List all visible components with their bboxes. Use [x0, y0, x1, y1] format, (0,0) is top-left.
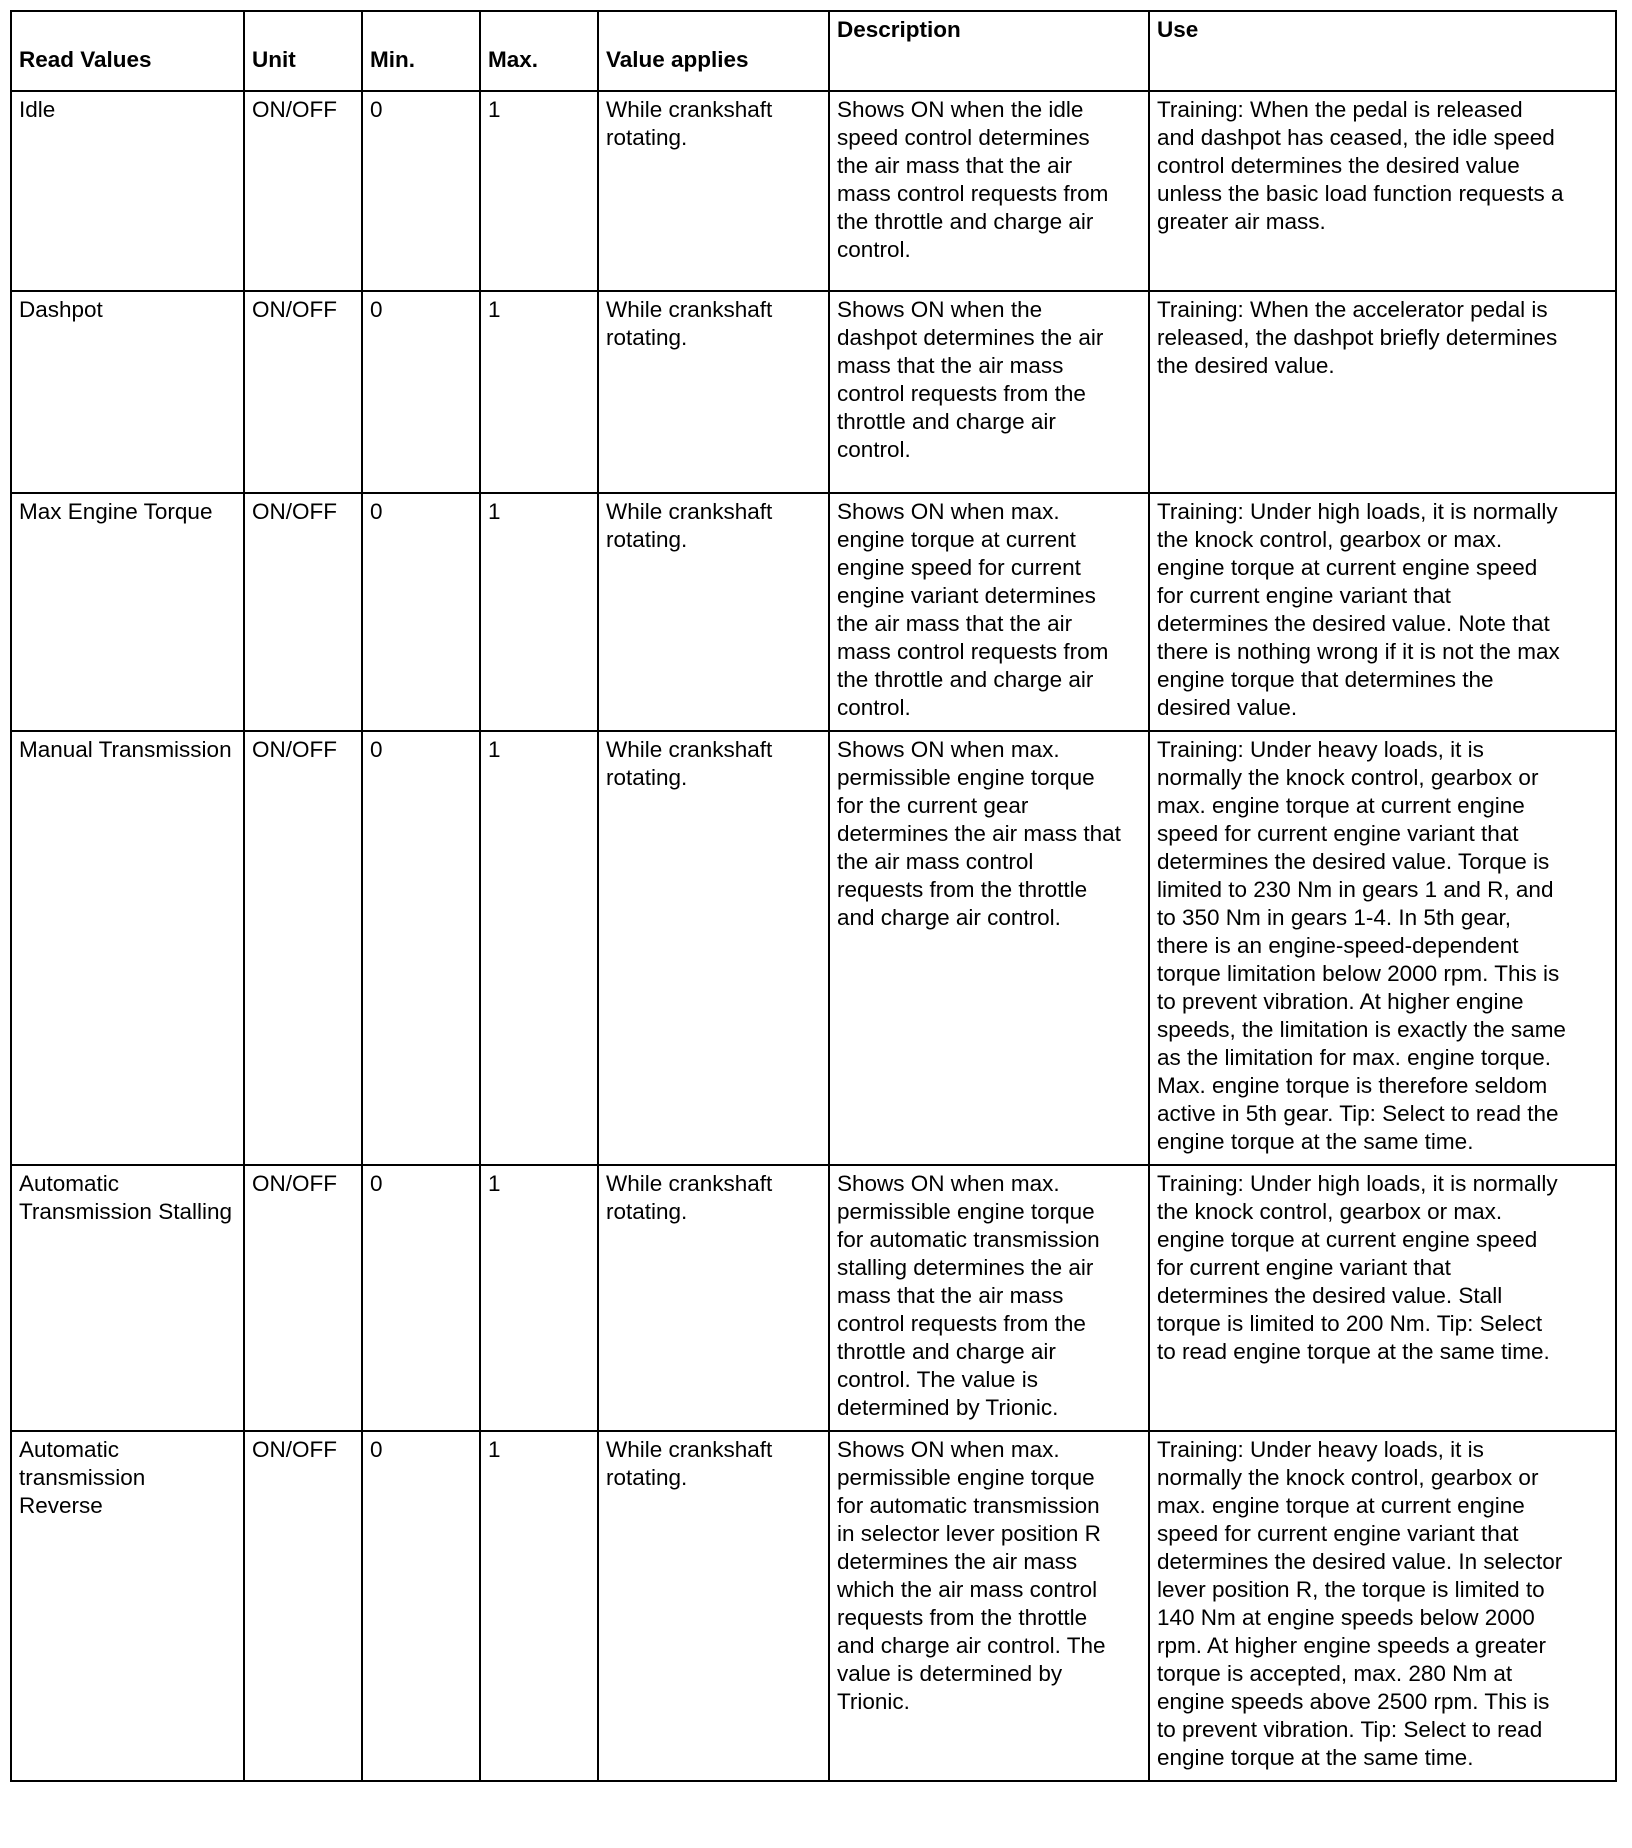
cell-value-applies: While crankshaft rotating.: [598, 493, 829, 731]
cell-max: 1: [480, 731, 598, 1165]
cell-unit: ON/OFF: [244, 731, 362, 1165]
cell-read-value: Automatic transmission Reverse: [11, 1431, 244, 1781]
cell-unit: ON/OFF: [244, 493, 362, 731]
cell-use: Training: Under high loads, it is normally the knock control, gearbox or max. engine torque at current engine speed for current engine variant that determines the desired value. Note that there is nothing wrong if it is not the max engine torque that determines the desired value.: [1149, 493, 1616, 731]
cell-value-applies: While crankshaft rotating.: [598, 1431, 829, 1781]
header-min: [362, 11, 480, 91]
cell-min: 0: [362, 1165, 480, 1431]
cell-use: Training: When the pedal is released and dashpot has ceased, the idle speed control determines the desired value unless the basic load function requests a greater air mass.: [1149, 91, 1616, 291]
cell-description: Shows ON when max. engine torque at current engine speed for current engine variant determines the air mass that the air mass control requests from the throttle and charge air control.: [829, 493, 1149, 731]
cell-max: 1: [480, 1431, 598, 1781]
table-row: [11, 291, 1616, 493]
cell-max: 1: [480, 91, 598, 291]
cell-description: Shows ON when max. permissible engine torque for the current gear determines the air mass that the air mass control requests from the throttle and charge air control.: [829, 731, 1149, 1165]
header-value-applies: [598, 11, 829, 91]
cell-min: 0: [362, 291, 480, 493]
cell-use: Training: When the accelerator pedal is released, the dashpot briefly determines the desired value.: [1149, 291, 1616, 493]
table-body: [11, 91, 1616, 1781]
cell-value-applies: While crankshaft rotating.: [598, 291, 829, 493]
header-use: [1149, 11, 1616, 91]
cell-description: Shows ON when the idle speed control determines the air mass that the air mass control requests from the throttle and charge air control.: [829, 91, 1149, 291]
cell-min: 0: [362, 493, 480, 731]
cell-description: Shows ON when max. permissible engine torque for automatic transmission stalling determines the air mass that the air mass control requests from the throttle and charge air control. The value is determined by Trionic.: [829, 1165, 1149, 1431]
table-row: [11, 1431, 1616, 1781]
table-row: [11, 1165, 1616, 1431]
cell-read-value: Max Engine Torque: [11, 493, 244, 731]
table-header: [11, 11, 1616, 91]
header-min-label: Min.: [370, 47, 415, 72]
cell-max: 1: [480, 291, 598, 493]
cell-min: 0: [362, 91, 480, 291]
cell-value-applies: While crankshaft rotating.: [598, 91, 829, 291]
header-max: [480, 11, 598, 91]
table-row: [11, 493, 1616, 731]
cell-unit: ON/OFF: [244, 1431, 362, 1781]
cell-unit: ON/OFF: [244, 91, 362, 291]
header-unit: [244, 11, 362, 91]
cell-read-value: Idle: [11, 91, 244, 291]
header-description-label: Description: [837, 17, 961, 42]
cell-max: 1: [480, 1165, 598, 1431]
cell-use: Training: Under heavy loads, it is normally the knock control, gearbox or max. engine torque at current engine speed for current engine variant that determines the desired value. Torque is limited to 230 Nm in gears 1 and R, and to 350 Nm in gears 1-4. In 5th gear, there is an engine-speed-dependent torque limitation below 2000 rpm. This is to prevent vibration. At higher engine speeds, the limitation is exactly the same as the limitation for max. engine torque. Max. engine torque is therefore seldom active in 5th gear. Tip: Select to read the engine torque at the same time.: [1149, 731, 1616, 1165]
cell-value-applies: While crankshaft rotating.: [598, 731, 829, 1165]
cell-min: 0: [362, 731, 480, 1165]
cell-max: 1: [480, 493, 598, 731]
table-row: [11, 731, 1616, 1165]
cell-description: Shows ON when max. permissible engine torque for automatic transmission in selector lever position R determines the air mass which the air mass control requests from the throttle and charge air control. The value is determined by Trionic.: [829, 1431, 1149, 1781]
header-read-values: [11, 11, 244, 91]
cell-description: Shows ON when the dashpot determines the air mass that the air mass control requests from the throttle and charge air control.: [829, 291, 1149, 493]
header-unit-label: Unit: [252, 47, 296, 72]
header-description: [829, 11, 1149, 91]
read-values-table: [10, 10, 1617, 1782]
cell-min: 0: [362, 1431, 480, 1781]
cell-read-value: Automatic Transmission Stalling: [11, 1165, 244, 1431]
header-use-label: Use: [1157, 17, 1199, 42]
header-max-label: Max.: [488, 47, 539, 72]
cell-unit: ON/OFF: [244, 1165, 362, 1431]
cell-read-value: Dashpot: [11, 291, 244, 493]
header-read-values-label: Read Values: [19, 47, 152, 72]
header-row: [11, 11, 1616, 91]
table-row: [11, 91, 1616, 291]
cell-use: Training: Under heavy loads, it is normally the knock control, gearbox or max. engine torque at current engine speed for current engine variant that determines the desired value. In selector lever position R, the torque is limited to 140 Nm at engine speeds below 2000 rpm. At higher engine speeds a greater torque is accepted, max. 280 Nm at engine speeds above 2500 rpm. This is to prevent vibration. Tip: Select to read engine torque at the same time.: [1149, 1431, 1616, 1781]
cell-unit: ON/OFF: [244, 291, 362, 493]
header-value-applies-label: Value applies: [606, 47, 749, 72]
cell-read-value: Manual Transmission: [11, 731, 244, 1165]
cell-value-applies: While crankshaft rotating.: [598, 1165, 829, 1431]
cell-use: Training: Under high loads, it is normally the knock control, gearbox or max. engine torque at current engine speed for current engine variant that determines the desired value. Stall torque is limited to 200 Nm. Tip: Select to read engine torque at the same time.: [1149, 1165, 1616, 1431]
